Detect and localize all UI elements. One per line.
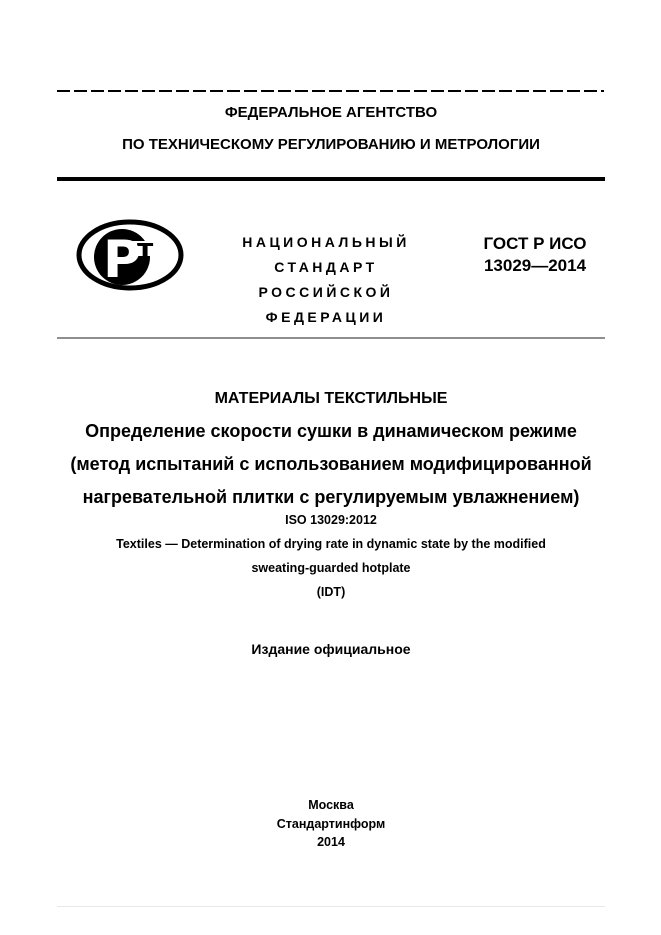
rst-certification-mark-icon	[74, 218, 186, 292]
top-dashed-rule	[57, 90, 604, 92]
national-standard-line: РОССИЙСКОЙ	[258, 284, 394, 300]
title-line: Определение скорости сушки в динамическом режиме	[85, 421, 577, 441]
imprint-city: Москва	[308, 798, 354, 812]
title-line: (метод испытаний с использованием модифицированной	[70, 454, 592, 474]
standard-title	[40, 389, 622, 514]
standard-designation-line2: 13029—2014	[483, 256, 587, 275]
iso-designation: ISO 13029:2012	[285, 513, 377, 527]
official-edition-note: Издание официальное	[251, 641, 411, 657]
agency-name-line1: ФЕДЕРАЛЬНОЕ АГЕНТСТВО	[224, 104, 438, 121]
rst-logo-letter-r: Р	[103, 230, 142, 290]
title-line: нагревательной плитки с регулируемым увлажнением)	[82, 487, 580, 507]
national-standard-label	[231, 230, 421, 330]
national-standard-line: СТАНДАРТ	[274, 259, 378, 275]
thin-gray-rule	[57, 337, 605, 339]
title-subject: МАТЕРИАЛЫ ТЕКСТИЛЬНЫЕ	[214, 390, 448, 407]
title-description	[40, 415, 622, 514]
equivalence-degree: (IDT)	[316, 585, 346, 599]
bottom-faint-rule	[57, 906, 605, 907]
agency-name-line2: ПО ТЕХНИЧЕСКОМУ РЕГУЛИРОВАНИЮ И МЕТРОЛОГИИ	[122, 136, 540, 153]
imprint	[40, 796, 622, 852]
imprint-year: 2014	[317, 835, 345, 849]
national-standard-line: ФЕДЕРАЦИИ	[265, 309, 387, 325]
rst-logo-letter-t: т	[137, 232, 154, 265]
english-title-line1: Textiles — Determination of drying rate in dynamic state by the modified	[116, 537, 546, 551]
imprint-publisher: Стандартинформ	[276, 816, 386, 831]
thick-rule	[57, 177, 605, 181]
standard-designation-line1: ГОСТ Р ИСО	[483, 234, 587, 253]
national-standard-line: НАЦИОНАЛЬНЫЙ	[242, 234, 410, 250]
english-title-line2: sweating-guarded hotplate	[251, 561, 411, 575]
standard-designation	[468, 233, 602, 277]
iso-reference	[40, 508, 622, 604]
